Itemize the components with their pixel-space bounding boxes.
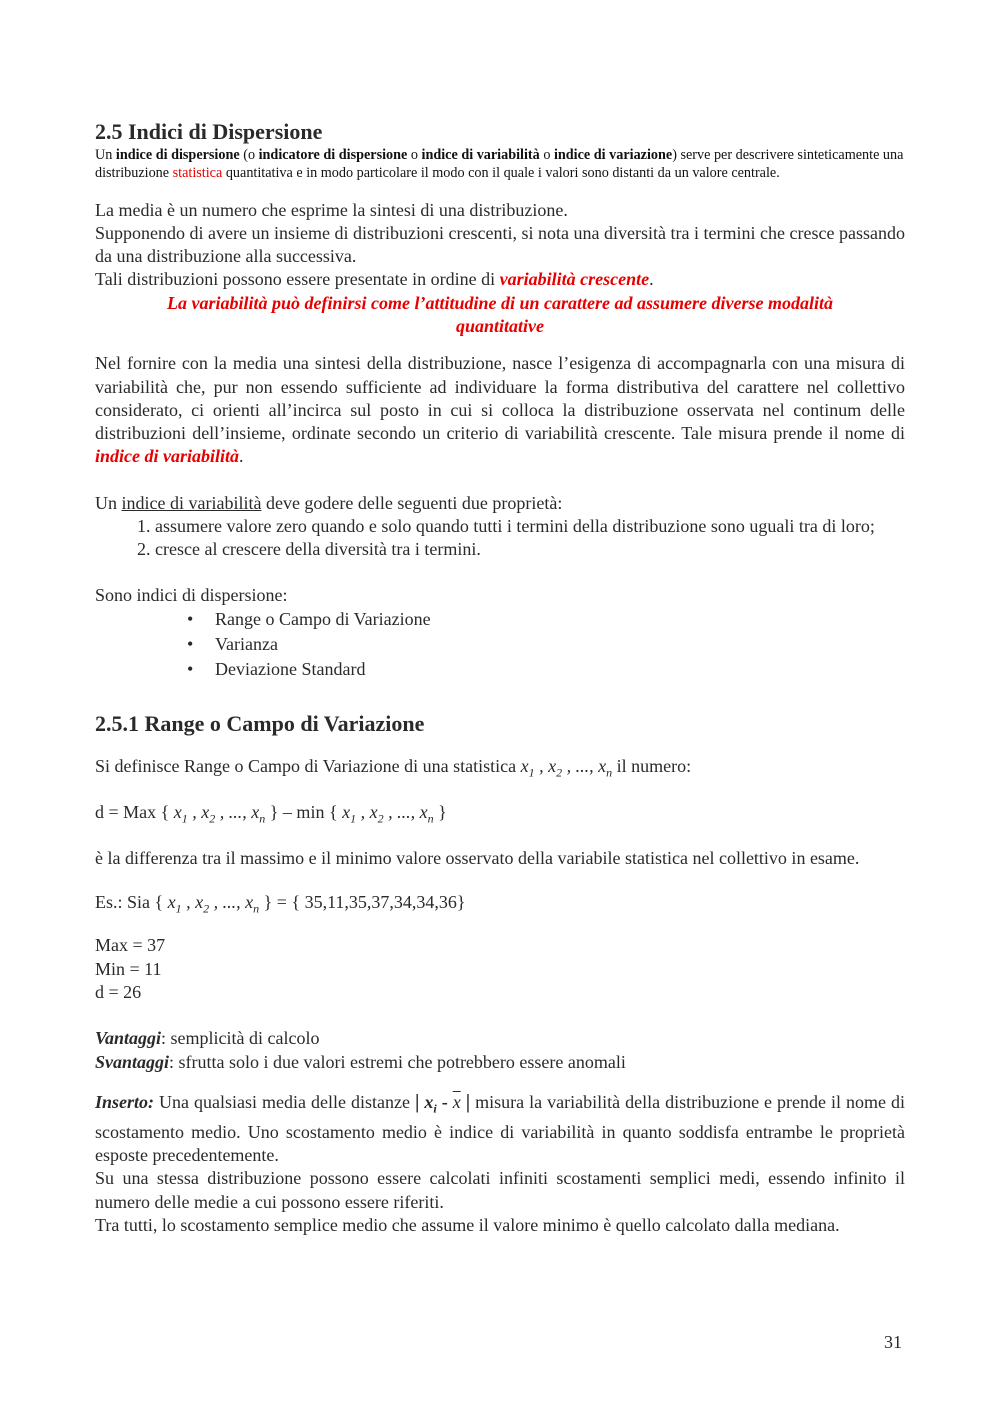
bullet-icon: • <box>187 608 194 629</box>
example-text: } = { 35,11,35,37,34,34,36} <box>259 891 466 912</box>
list-item-label: Varianza <box>215 633 278 654</box>
insert-paragraph-3: Tra tutti, lo scostamento semplice medio che assume il valore minimo è quello calcolato dalla mediana. <box>95 1214 840 1235</box>
measure-paragraph <box>95 352 905 468</box>
properties-list <box>95 515 905 562</box>
indices-lead: Sono indici di dispersione: <box>95 584 288 605</box>
ordering-text: Tali distribuzioni possono essere presentate in ordine di <box>95 269 500 290</box>
section-title: 2.5 Indici di Dispersione <box>95 119 323 144</box>
ordering-sentence <box>95 268 905 291</box>
intro-text: quantitativa e in modo particolare il modo con il quale i valori sono distanti da un valore centrale. <box>222 165 780 181</box>
example-text: Es.: Sia { <box>95 891 168 912</box>
highlight-term: indice di variabilità <box>95 446 239 467</box>
definition-text: Si definisce Range o Campo di Variazione di una statistica <box>95 756 521 777</box>
ordering-text: . <box>649 269 654 290</box>
intro-text: o <box>407 146 422 163</box>
distance-formula: | $x_i$ - <box>414 1090 453 1116</box>
list-item <box>187 607 905 632</box>
cons <box>95 1051 905 1074</box>
intro-bold-term: indicatore di dispersione <box>258 146 408 163</box>
intro-text: o <box>539 146 554 163</box>
media-sentence: La media è un numero che esprime la sintesi di una distribuzione. <box>95 199 568 220</box>
measure-text: . <box>239 446 244 467</box>
list-item-label: Range o Campo di Variazione <box>215 608 431 629</box>
range-definition <box>95 755 905 785</box>
pros-label: Vantaggi <box>95 1028 162 1049</box>
intro-text: Un <box>95 146 116 163</box>
example-range: d = 26 <box>95 982 142 1003</box>
list-item <box>187 657 905 682</box>
variability-definition <box>95 292 905 339</box>
lead-text: deve godere delle seguenti due proprietà: <box>261 492 563 513</box>
x-sequence: $x_1$ , $x_2$ , ..., $x_n$ <box>167 891 260 916</box>
document-page <box>95 118 905 1237</box>
x-sequence: $x_1$ , $x_2$ , ..., $x_n$ <box>173 802 266 826</box>
abs-bar: | <box>465 1090 471 1113</box>
insert-paragraph <box>95 1091 905 1167</box>
pros-text: : semplicità di calcolo <box>161 1028 320 1049</box>
intro-text: ) serve per descrivere sinteticamente una distribuzione <box>95 146 904 181</box>
definition-text: il numero: <box>612 756 692 777</box>
insert-paragraph-2: Su una stessa distribuzione possono essere calcolati infiniti scostamenti semplici medi, essendo infinito il numero delle medie a cui possono essere riferiti. <box>95 1168 905 1212</box>
distribution-sentence: Supponendo di avere un insieme di distribuzioni crescenti, si nota una diversità tra i termini che cresce passando da una distribuzione alla successiva. <box>95 222 905 267</box>
bullet-icon: • <box>187 658 194 679</box>
intro-bold-term: indice di variazione <box>553 146 673 163</box>
insert-text: Una qualsiasi media delle distanze <box>154 1091 415 1112</box>
highlight-term: variabilità crescente <box>499 269 650 290</box>
example-min: Min = 11 <box>95 958 162 979</box>
insert-text: misura la variabilità della distribuzione e prende il nome di scostamento medio. Uno scostamento medio è indice di variabilità in quanto soddisfa entrambe le proprietà esposte precedentemente. <box>95 1091 906 1166</box>
pros <box>95 1027 905 1050</box>
range-explanation: è la differenza tra il massimo e il minimo valore osservato della variabile statistica nel collettivo in esame. <box>95 848 860 869</box>
example-set <box>95 891 905 921</box>
formula-text: } – min { <box>265 802 343 823</box>
formula-text: d = Max { <box>95 802 174 823</box>
list-item: 2. cresce al crescere della diversità tra i termini. <box>155 538 905 561</box>
intro-text: (o <box>239 146 259 163</box>
subsection-title: 2.5.1 Range o Campo di Variazione <box>95 710 425 736</box>
bullet-icon: • <box>187 633 194 654</box>
measure-text: Nel fornire con la media una sintesi della distribuzione, nasce l’esigenza di accompagnarla con una misura di variabilità che, pur non essendo sufficiente ad individuare la forma distributiva del carattere nel collettivo considerato, ci orienti all’incirca sul posto in cui si colloca la distribuzione osservata nel continum delle distribuzioni dell’insieme, ordinate secondo un criterio di variabilità crescente. Tale misura prende il nome di <box>95 353 905 444</box>
indices-list <box>95 607 905 682</box>
cons-text: : sfrutta solo i due valori estremi che potrebbero essere anomali <box>169 1051 626 1072</box>
definition-text: La variabilità può definirsi come l’attitudine di un carattere ad assumere diverse modalità quantitative <box>167 292 833 336</box>
properties-lead <box>95 492 905 515</box>
list-item: 1. assumere valore zero quando e solo quando tutti i termini della distribuzione sono uguali tra di loro; <box>155 515 905 538</box>
intro-bold-term: indice di dispersione <box>115 146 240 163</box>
formula-text: } <box>433 802 447 823</box>
list-item <box>187 632 905 657</box>
list-item-label: Deviazione Standard <box>215 658 366 679</box>
underlined-term: indice di variabilità <box>121 492 262 513</box>
page-number: 31 <box>884 1332 902 1352</box>
intro-bold-term: indice di variabilità <box>421 146 540 163</box>
insert-label: Inserto: <box>95 1091 155 1112</box>
intro-paragraph <box>95 146 905 183</box>
x-sequence: $x_1$ , $x_2$ , ..., $x_n$ <box>520 756 613 781</box>
statistica-link[interactable]: statistica <box>172 165 223 181</box>
mean-symbol: $\overline{x}$ <box>452 1091 461 1112</box>
example-max: Max = 37 <box>95 935 166 956</box>
cons-label: Svantaggi <box>95 1051 170 1072</box>
x-sequence: $x_1$ , $x_2$ , ..., $x_n$ <box>342 802 434 826</box>
lead-text: Un <box>95 492 122 513</box>
range-formula <box>95 801 905 831</box>
